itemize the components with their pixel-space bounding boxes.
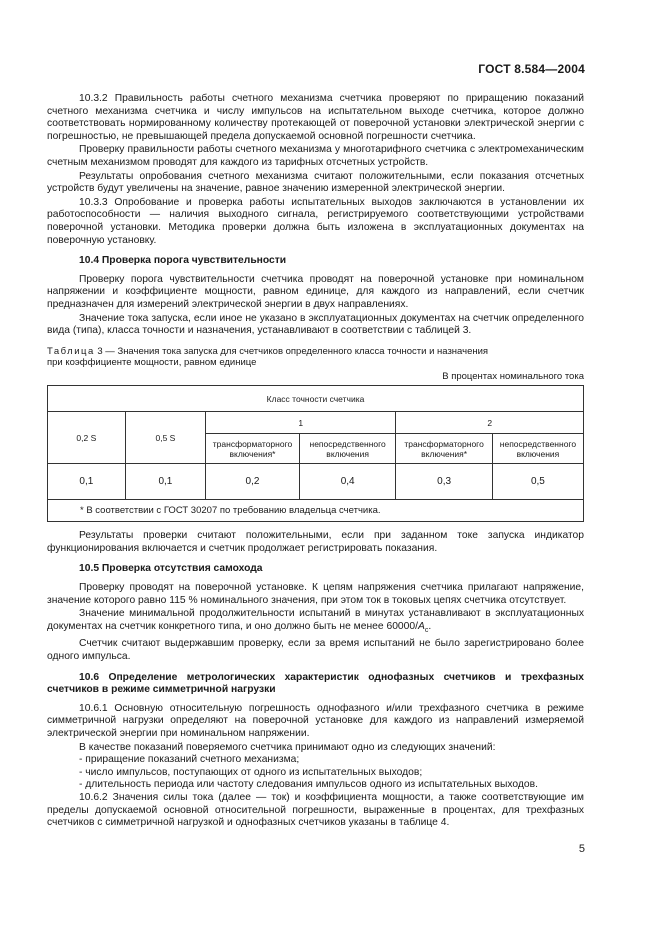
table-caption [47, 346, 584, 369]
table-cell: 0,1 [48, 464, 126, 500]
table-group-1: 1 [206, 412, 396, 434]
paragraph-creep-results: Счетчик считают выдержавшим проверку, если за время испытаний не было зарегистрировано более одного импульса. [47, 638, 584, 663]
document-body [47, 93, 584, 830]
formula-subscript: c [424, 626, 429, 634]
list-item: - число импульсов, поступающих от одного из испытательных выходов; [79, 766, 423, 778]
table-col-0-2s: 0,2 S [48, 412, 126, 464]
table-header-row [48, 386, 584, 412]
paragraph-10-6-2: 10.6.2 Значения силы тока (далее — ток) и коэффициента мощности, а также соответствующие им пределы допускаемой основной относительной погрешности, выраженные в процентах, для трехфазных счетчиков с симметричной нагрузкой и однофазных счетчиков указаны в таблице 4. [47, 792, 584, 829]
document-id: ГОСТ 8.584—2004 [478, 62, 585, 76]
table-sub-direct-1: непосредственного включения [299, 434, 395, 464]
table-cell: 0,2 [206, 464, 300, 500]
page-number: 5 [578, 843, 585, 855]
table-header-group-row [48, 412, 584, 434]
table-unit: В процентах номинального тока [442, 370, 584, 382]
paragraph-start-current: Значение тока запуска, если иное не указано в эксплуатационных документах на счетчик определенного вида (типа), класса точности и назначения, устанавливают в соответствии с таблицей 3. [47, 312, 584, 337]
table-footnote: * В соответствии с ГОСТ 30207 по требованию владельца счетчика. [48, 500, 584, 522]
paragraph-threshold-check: Проверку порога чувствительности счетчика проводят на поверочной установке при номинальном напряжении и коэффициенте мощности, равном единице, для каждого из направлений, если счетчик предназначен для измерений электрической энергии в двух направлениях. [47, 273, 584, 310]
paragraph-creep-test: Проверку проводят на поверочной установке. К цепям напряжения счетчика прилагают напряжение, значение которого равно 115 % номинального значения, при этом ток в токовых цепях счетчика отсутствует. [47, 582, 584, 606]
section-heading-10-4: 10.4 Проверка порога чувствительности [79, 255, 287, 267]
table-caption-line2: при коэффициенте мощности, равном единице [47, 357, 257, 369]
table-sub-transformer-2: трансформаторного включения* [396, 434, 492, 464]
table-sub-transformer-1: трансформаторного включения* [206, 434, 300, 464]
formula-end: . [428, 620, 432, 632]
table-footnote-row [48, 500, 584, 522]
table-col-0-5s: 0,5 S [125, 412, 205, 464]
paragraph-results-mechanism: Результаты опробования счетного механизма считают положительными, если показания отсчетных устройств будут увеличены на значение, равное значению измеренной электрической энергии. [47, 170, 584, 195]
paragraph-min-duration [47, 608, 584, 637]
section-heading-10-5: 10.5 Проверка отсутствия самохода [79, 563, 263, 575]
start-current-table [47, 385, 584, 522]
table-cell: 0,3 [396, 464, 492, 500]
paragraph-min-duration-text: Значение минимальной продолжительности испытаний в минутах устанавливают в эксплуатационных документах на счетчик конкретного типа, и оно должно быть не менее 60000/ [47, 608, 584, 632]
paragraph-10-3-2: 10.3.2 Правильность работы счетного механизма счетчика проверяют по приращению показаний счетного механизма счетчика и числу импульсов на испытательном выходе счетчика, которое должно соответствовать нормированному количеству протекающей от поверочной установки электрической энергии с погрешностью, не превышающей предела допускаемой основной погрешности счетчика. [47, 93, 584, 142]
list-item: - приращение показаний счетного механизма; [79, 754, 300, 766]
table-caption-text: 3 — Значения тока запуска для счетчиков определенного класса точности и назначения [94, 345, 489, 357]
table-group-2: 2 [396, 412, 584, 434]
paragraph-10-3-3: 10.3.3 Опробование и проверка работы испытательных выходов заключаются в установлении их работоспособности — наличия выходного сигнала, регистрируемого соответствующими устройствами поверочной установки. Методика проверки должна быть изложена в эксплуатационных документах на поверочную установку. [47, 196, 584, 246]
list-item: - длительность периода или частоту следования импульсов одного из испытательных выходов. [79, 779, 538, 791]
table-cell: 0,1 [125, 464, 205, 500]
table-cell: 0,5 [492, 464, 583, 500]
formula-variable: A [417, 620, 425, 632]
paragraph-multitariff: Проверку правильности работы счетного механизма у многотарифного счетчика с электромеханическим счетным механизмом проводят для каждого из тарифных отсчетных устройств. [47, 144, 584, 168]
paragraph-readings: В качестве показаний поверяемого счетчика принимают одно из следующих значений: [79, 741, 496, 753]
table-header-main: Класс точности счетчика [48, 386, 584, 412]
table-values-row [48, 464, 584, 500]
table-caption-word: Таблица [47, 345, 95, 357]
table-cell: 0,4 [299, 464, 395, 500]
section-heading-10-6: 10.6 Определение метрологических характеристик однофазных счетчиков и трехфазных счетчиков в режиме симметричной нагрузки [47, 671, 584, 696]
paragraph-10-6-1: 10.6.1 Основную относительную погрешность однофазного и/или трехфазного счетчика в режиме симметричной нагрузки определяют на поверочной установке для каждого из направлений измеряемой электрической энергии при номинальном напряжении. [47, 702, 584, 740]
paragraph-threshold-results: Результаты проверки считают положительными, если при заданном токе запуска индикатор функционирования включается и счетчик продолжает регистрировать показания. [47, 530, 584, 554]
table-sub-direct-2: непосредственного включения [492, 434, 583, 464]
